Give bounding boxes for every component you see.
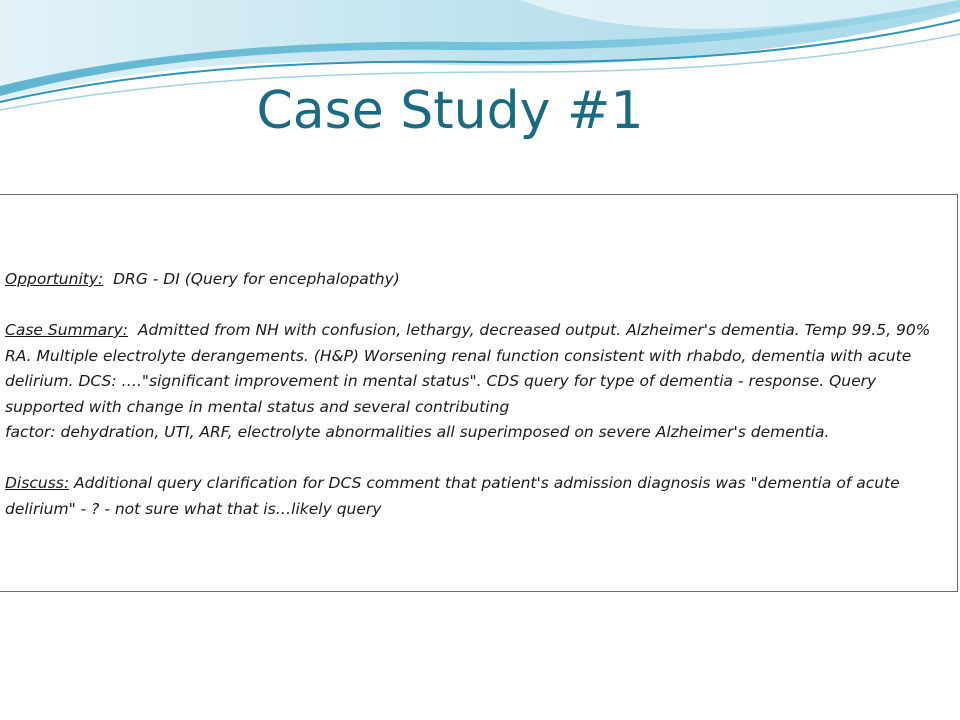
discuss-text: Additional query clarification for DCS comment that patient's admission diagnosis was "dementia of acute delirium" - ? - not sure what that is…likely query xyxy=(5,474,900,518)
case-summary-paragraph xyxy=(5,318,945,420)
case-content xyxy=(5,267,945,522)
case-summary-continuation: factor: dehydration, UTI, ARF, electrolyte abnormalities all superimposed on severe Alzheimer's dementia. xyxy=(5,423,830,441)
case-content-box xyxy=(0,194,958,592)
opportunity-label: Opportunity: xyxy=(5,270,104,288)
discuss-label: Discuss: xyxy=(5,474,70,492)
case-summary-label: Case Summary: xyxy=(5,321,128,339)
case-summary-text: Admitted from NH with confusion, lethargy, decreased output. Alzheimer's dementia. Temp 99.5, 90% RA. Multiple electrolyte derangements. (H&P) Worsening renal function consistent with rhabdo, dementia with acute delirium. DCS: …."significant improvement in mental status". CDS query for type of dementia - response. Query supported with change in mental status and several contributing xyxy=(5,321,931,416)
opportunity-paragraph xyxy=(5,267,945,293)
opportunity-text: DRG - DI (Query for encephalopathy) xyxy=(113,270,400,288)
discuss-paragraph xyxy=(5,471,945,522)
slide-title: Case Study #1 xyxy=(256,81,644,141)
